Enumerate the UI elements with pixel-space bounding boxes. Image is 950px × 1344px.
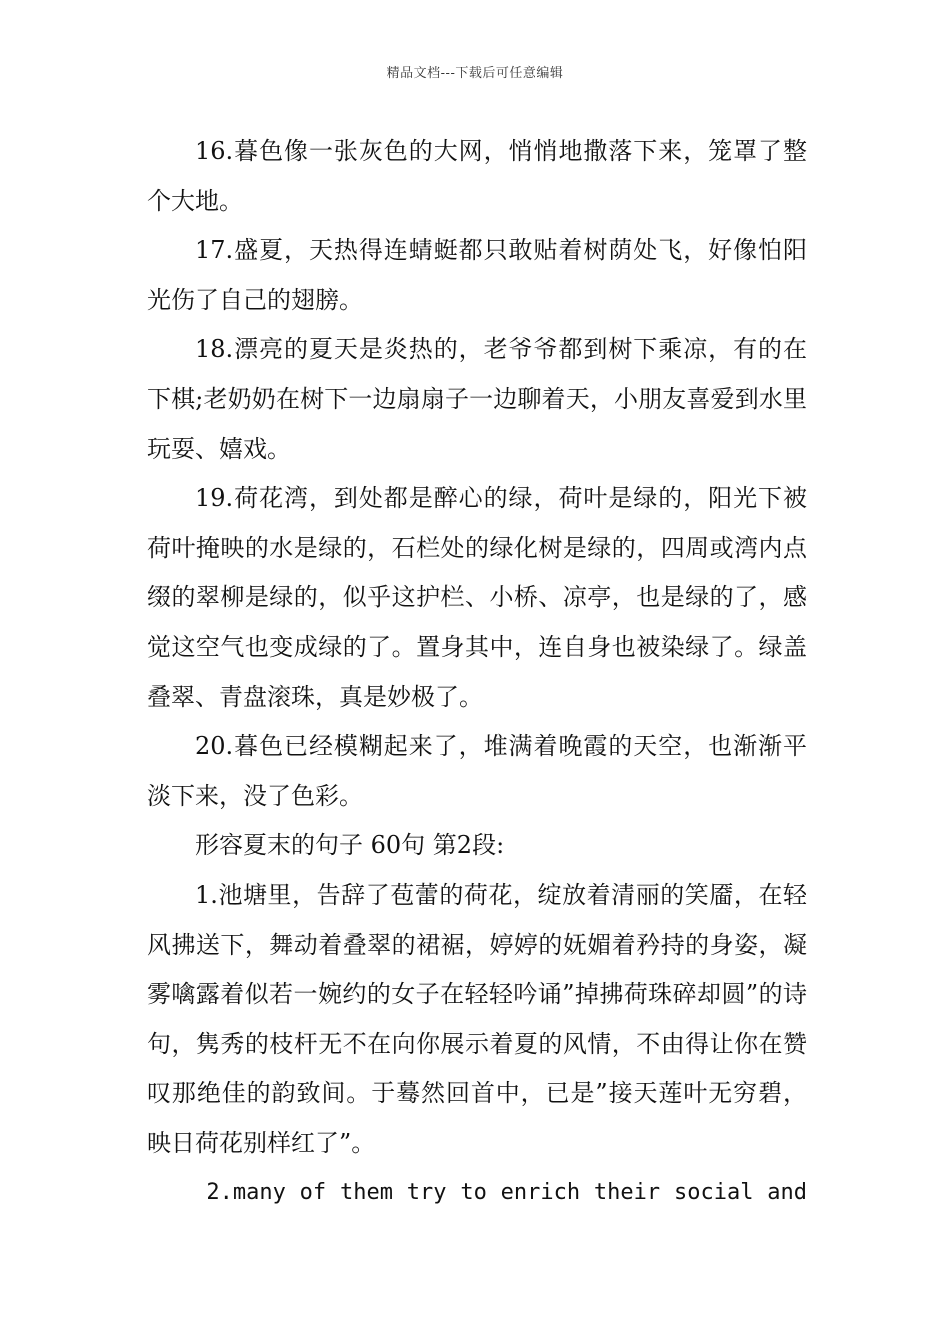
paragraph-18: 18.漂亮的夏天是炎热的，老爷爷都到树下乘凉，有的在下棋;老奶奶在树下一边扇扇子一边聊着天，小朋友喜爱到水里玩耍、嬉戏。 — [147, 335, 807, 463]
section-heading: 形容夏末的句子 60句 第2段: — [195, 831, 505, 860]
paragraph-17: 17.盛夏，天热得连蜻蜓都只敢贴着树荫处飞，好像怕阳光伤了自己的翅膀。 — [147, 236, 807, 314]
paragraph-1: 1.池塘里，告辞了苞蕾的荷花，绽放着清丽的笑靥，在轻风拂送下，舞动着叠翠的裙裾，婷婷的妩媚着矜持的身姿，凝雾噙露着似若一婉约的女子在轻轻吟诵”掉拂荷珠碎却圆”的诗句，隽秀的枝杆无不在向你展示着夏的风情，不由得让你在赞叹那绝佳的韵致间。于蓦然回首中，已是”接天莲叶无穷碧，映日荷花别样红了”。 — [147, 880, 807, 1157]
paragraph-16: 16.暮色像一张灰色的大网，悄悄地撒落下来，笼罩了整个大地。 — [147, 137, 807, 215]
paragraph-20: 20.暮色已经模糊起来了，堆满着晚霞的天空，也渐渐平淡下来，没了色彩。 — [147, 732, 807, 810]
paragraph-19: 19.荷花湾，到处都是醉心的绿，荷叶是绿的，阳光下被荷叶掩映的水是绿的，石栏处的绿化树是绿的，四周或湾内点缀的翠柳是绿的，似乎这护栏、小桥、凉亭，也是绿的了，感觉这空气也变成绿的了。置身其中，连自身也被染绿了。绿盖叠翠、青盘滚珠，真是妙极了。 — [147, 484, 807, 711]
document-body — [147, 127, 807, 1218]
page-header: 精品文档---下载后可任意编辑 — [386, 66, 564, 81]
paragraph-2: 2.many of them try to enrich their social and — [206, 1180, 807, 1206]
